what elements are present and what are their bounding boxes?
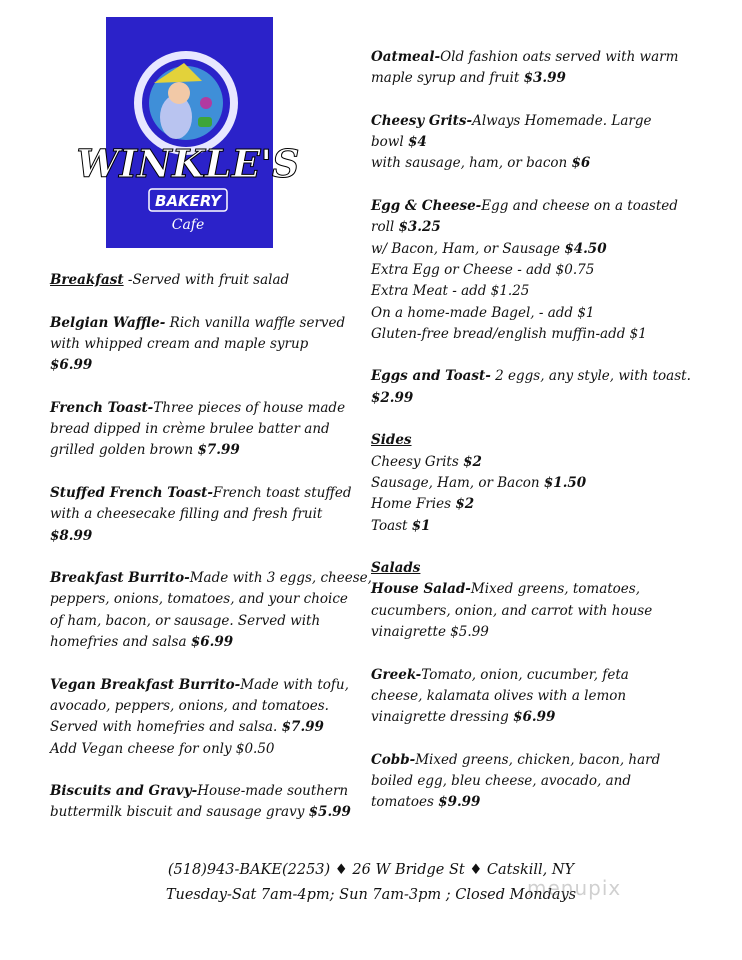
side-price: $2: [455, 496, 475, 513]
item-desc: Always Homemade. Large: [472, 112, 652, 129]
hours-line: Tuesday-Sat 7am-4pm; Sun 7am-3pm ; Closed Mondays: [165, 887, 577, 903]
item-desc: Served with homefries and salsa.: [50, 719, 282, 736]
item-price: $7.99: [197, 442, 240, 459]
menu-item-biscuits-gravy: [50, 781, 370, 824]
item-desc: vinaigrette dressing: [371, 709, 514, 726]
menu-item-breakfast-burrito: [50, 568, 370, 653]
item-desc: boiled egg, bleu cheese, avocado, and: [371, 773, 632, 790]
footer: [0, 858, 742, 908]
item-price: $9.99: [438, 794, 481, 811]
item-desc: bowl: [371, 134, 408, 151]
item-desc: Tomato, onion, cucumber, feta: [421, 666, 629, 683]
menu-item-french-toast: [50, 398, 370, 462]
item-name: Cheesy Grits-: [371, 112, 473, 129]
menu-item-vegan-burrito: [50, 675, 370, 760]
item-price: $8.99: [50, 527, 93, 544]
item-desc: with sausage, ham, or bacon: [371, 155, 572, 172]
watermark: menupix: [527, 876, 622, 900]
item-desc: peppers, onions, tomatoes, and your choice: [50, 591, 348, 608]
item-name: Cobb-: [371, 751, 416, 768]
item-price: $3.25: [398, 219, 441, 236]
item-desc: roll: [371, 219, 399, 236]
side-label: Cheesy Grits: [371, 453, 464, 470]
item-desc: with a cheesecake filling and fresh fruit: [50, 506, 323, 523]
item-desc: cheese, kalamata olives with a lemon: [371, 687, 627, 704]
item-price: $4.50: [564, 240, 607, 257]
side-item: [371, 452, 711, 473]
breakfast-header: [50, 270, 370, 291]
item-desc: homefries and salsa: [50, 634, 191, 651]
side-label: Sausage, Ham, or Bacon: [371, 474, 544, 491]
menu-item-belgian-waffle: [50, 313, 370, 377]
item-desc: of ham, bacon, or sausage. Served with: [50, 612, 321, 629]
menu-item-cheesy-grits: [371, 111, 711, 175]
item-desc: Mixed greens, chicken, bacon, hard: [415, 751, 661, 768]
side-item: [371, 494, 711, 515]
contact-line: (518)943-BAKE(2253) ♦ 26 W Bridge St ♦ Catskill, NY: [167, 862, 575, 878]
menu-item-greek-salad: [371, 665, 711, 729]
item-desc: On a home-made Bagel, - add $1: [371, 304, 595, 321]
item-desc: Extra Egg or Cheese - add $0.75: [371, 261, 595, 278]
item-desc: Made with 3 eggs, cheese,: [189, 570, 372, 587]
item-name: House Salad-: [371, 581, 471, 598]
item-desc: Old fashion oats served with warm: [440, 49, 679, 65]
item-desc: bread dipped in crème brulee batter and: [50, 421, 330, 438]
side-item: [371, 516, 711, 537]
item-desc: 2 eggs, any style, with toast.: [490, 368, 691, 385]
left-column: [50, 270, 370, 845]
item-desc: grilled golden brown: [50, 442, 198, 459]
item-name: Greek-: [371, 666, 422, 683]
item-desc: Add Vegan cheese for only $0.50: [50, 740, 275, 757]
item-price: $2.99: [371, 389, 414, 406]
item-name: Oatmeal-: [371, 49, 441, 65]
side-item: [371, 473, 711, 494]
sides-section: [371, 430, 711, 536]
item-desc: Gluten-free bread/english muffin-add $1: [371, 325, 647, 342]
item-price: $7.99: [281, 719, 324, 736]
item-name: Biscuits and Gravy-: [50, 783, 198, 800]
item-desc: tomatoes: [371, 794, 439, 811]
logo-subtitle: BAKERY: [155, 192, 221, 210]
item-name: Stuffed French Toast-: [50, 484, 213, 501]
salads-section: [371, 558, 711, 643]
item-desc: w/ Bacon, Ham, or Sausage: [371, 240, 565, 257]
item-desc: with whipped cream and maple syrup: [50, 335, 309, 352]
salads-heading: Salads: [371, 560, 421, 577]
item-desc: House-made southern: [197, 783, 349, 800]
item-desc: Three pieces of house made: [153, 399, 346, 416]
bakery-logo: [76, 17, 300, 248]
item-desc: cucumbers, onion, and carrot with house: [371, 602, 653, 619]
item-name: French Toast-: [50, 399, 154, 416]
item-desc: buttermilk biscuit and sausage gravy: [50, 804, 309, 821]
breakfast-heading: Breakfast: [50, 272, 124, 288]
item-name: Eggs and Toast-: [371, 368, 491, 385]
item-price: $3.99: [523, 70, 566, 87]
item-desc: Mixed greens, tomatoes,: [470, 581, 641, 598]
item-name: Egg & Cheese-: [371, 198, 482, 215]
item-desc: Extra Meat - add $1.25: [371, 283, 530, 300]
item-name: Breakfast Burrito-: [50, 570, 190, 587]
item-name: Vegan Breakfast Burrito-: [50, 676, 241, 693]
item-price: $5.99: [308, 804, 351, 821]
menu-item-stuffed-french-toast: [50, 483, 370, 547]
logo-cafe: Cafe: [171, 217, 205, 233]
menu-item-oatmeal: [371, 47, 711, 90]
item-price: $4: [407, 134, 427, 151]
side-label: Home Fries: [371, 496, 456, 513]
item-desc: Rich vanilla waffle served: [165, 314, 346, 331]
item-name: Belgian Waffle-: [50, 314, 166, 331]
side-price: $2: [463, 453, 482, 470]
right-column: [371, 47, 711, 835]
item-price: $6.99: [50, 357, 93, 374]
item-desc: vinaigrette $5.99: [371, 624, 489, 641]
menu-item-eggs-toast: [371, 366, 711, 409]
breakfast-note: -Served with fruit salad: [123, 272, 290, 288]
side-price: $1: [411, 517, 431, 534]
item-desc: Egg and cheese on a toasted: [481, 198, 678, 215]
menu-item-egg-cheese: [371, 196, 711, 345]
item-price: $6.99: [190, 634, 234, 651]
side-price: $1.50: [543, 474, 587, 491]
item-desc: French toast stuffed: [212, 484, 352, 501]
logo-title: WINKLE'S: [76, 141, 300, 186]
item-desc: Made with tofu,: [240, 676, 349, 693]
side-label: Toast: [371, 517, 412, 534]
item-price: $6: [571, 155, 591, 172]
item-desc: maple syrup and fruit: [371, 70, 524, 87]
item-price: $6.99: [513, 709, 556, 726]
sides-heading: Sides: [371, 432, 412, 449]
menu-item-cobb-salad: [371, 750, 711, 814]
item-desc: avocado, peppers, onions, and tomatoes.: [50, 697, 329, 714]
logo-graphic: [76, 17, 300, 248]
